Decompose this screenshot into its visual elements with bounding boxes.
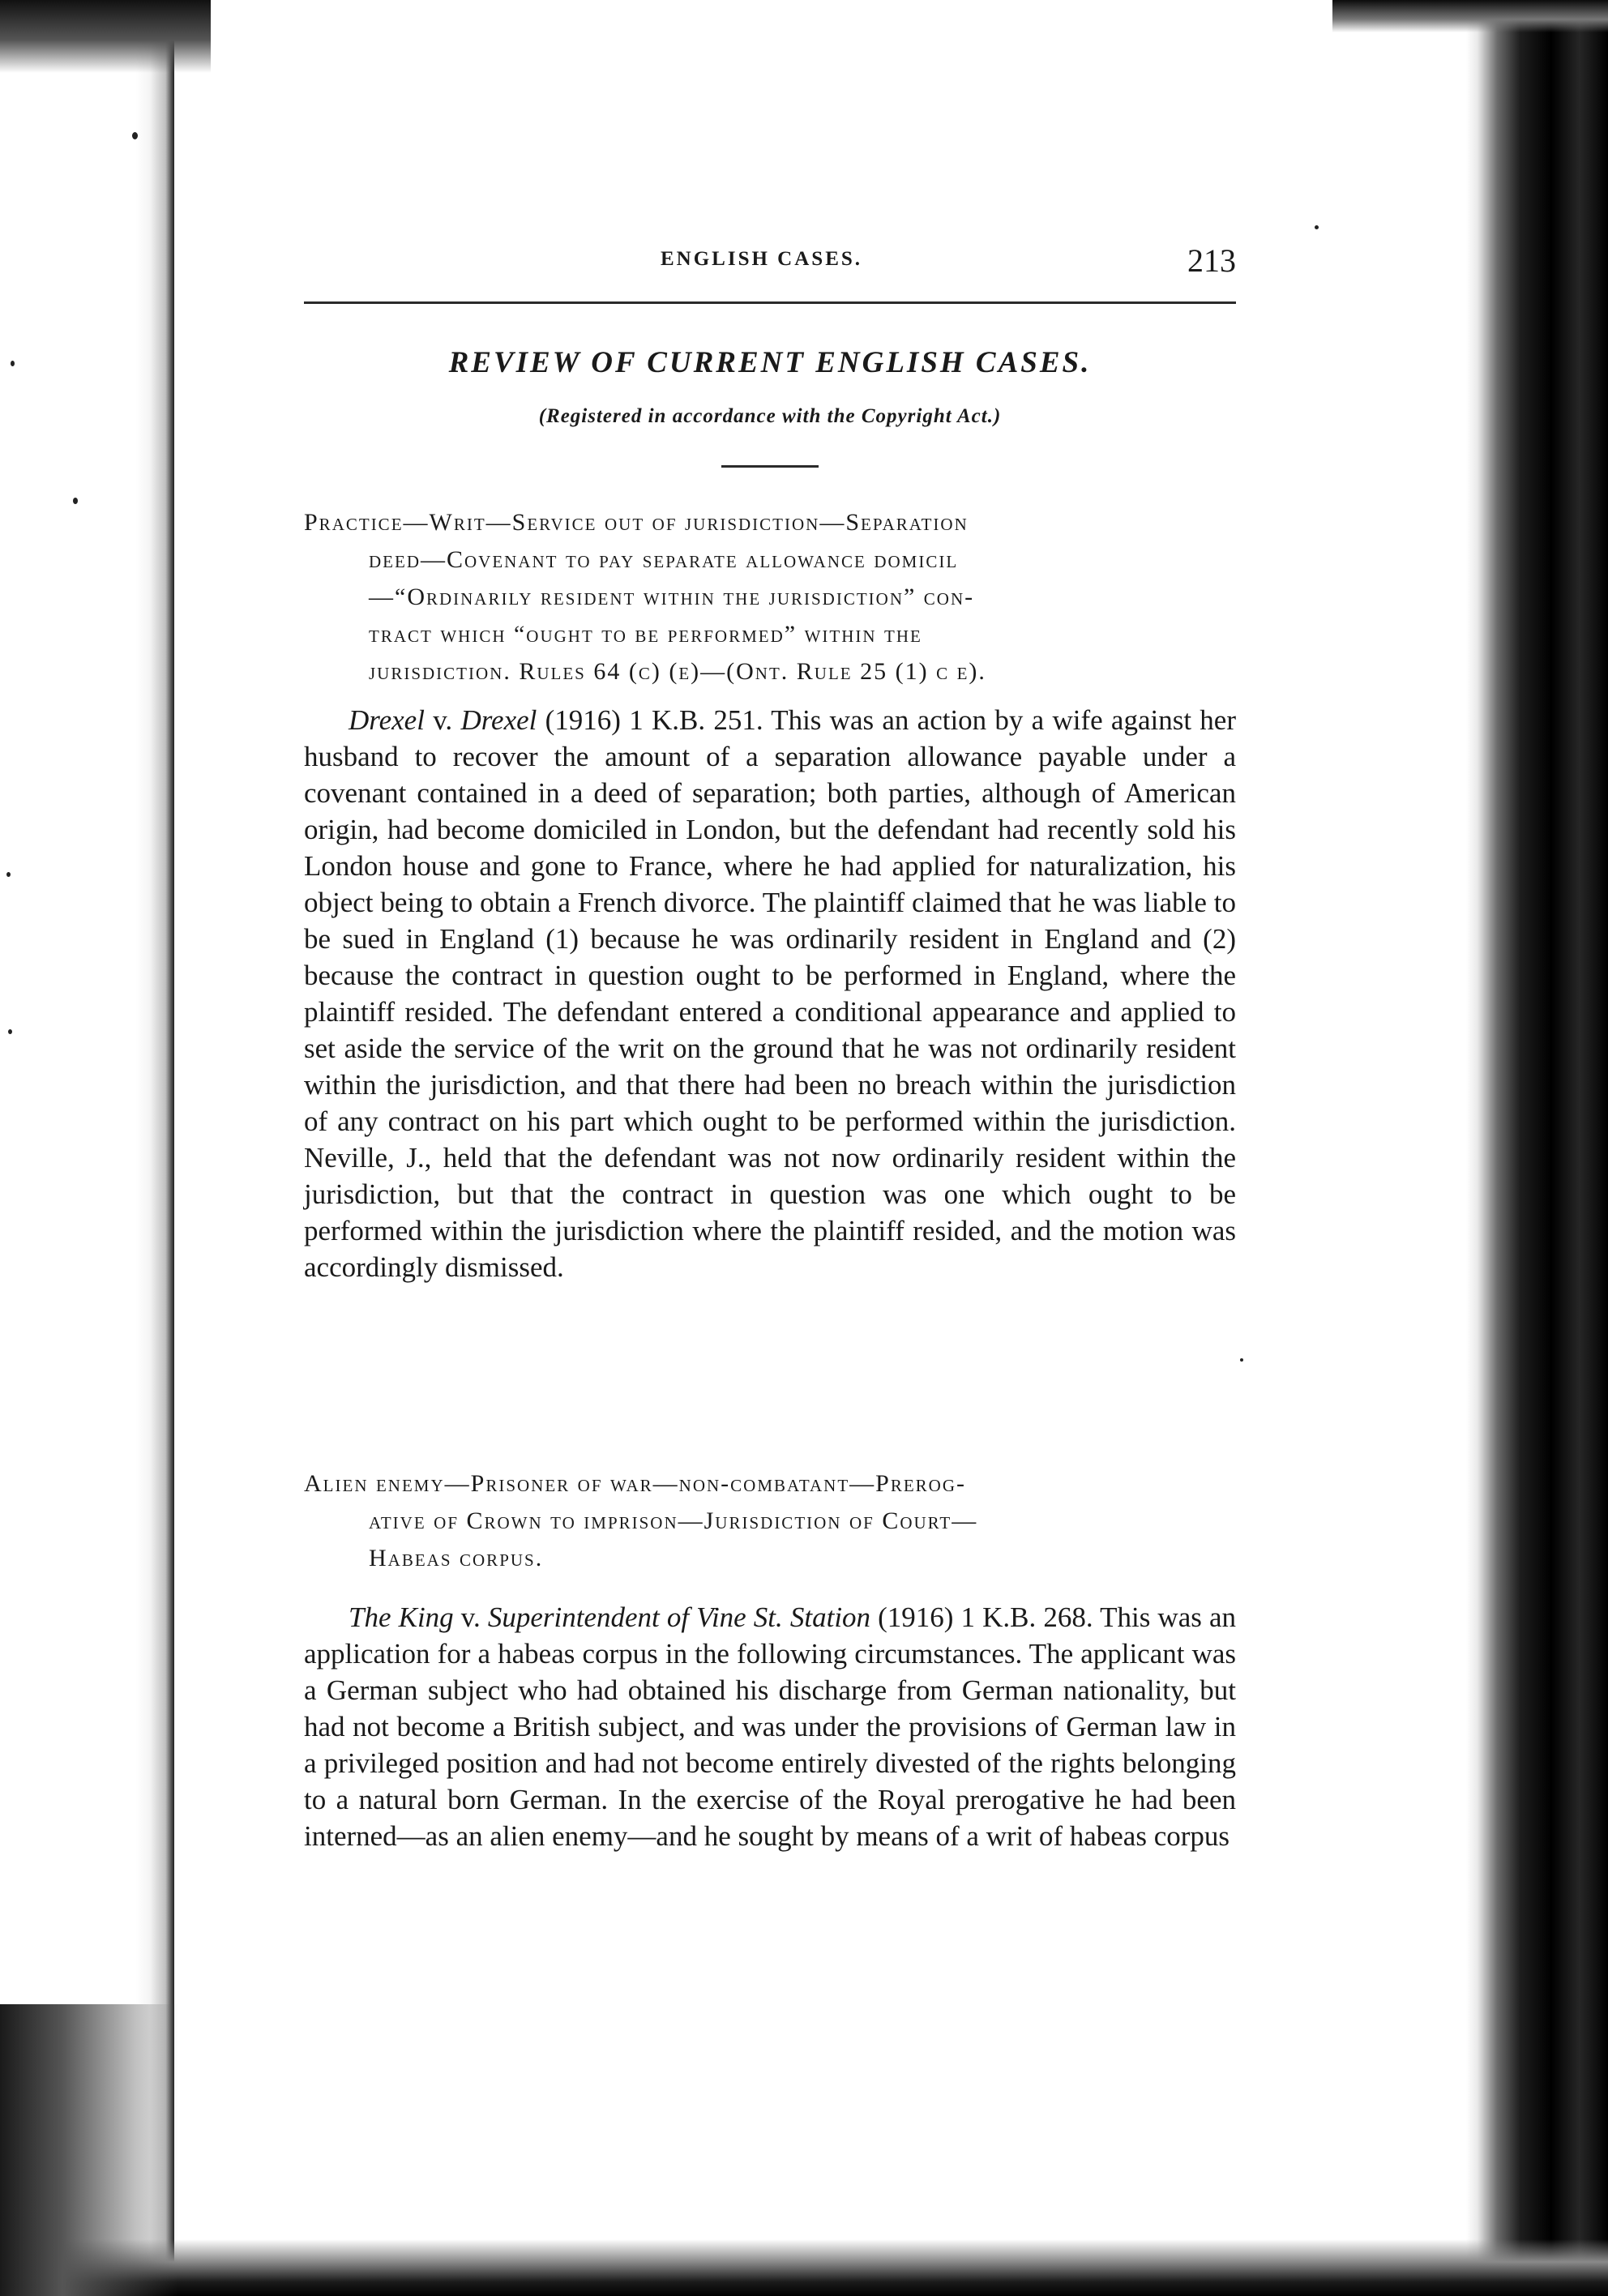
scan-speck [8,1029,12,1034]
case-party-name: The King [349,1601,454,1633]
scan-right-binding-shadow [1466,0,1608,2296]
case-paragraph [304,1599,1236,1854]
case-headnote [304,504,1236,691]
headnote-line: jurisdiction. Rules 64 (c) (e)—(Ont. Rule 25 (1) c e). [369,658,986,685]
case-party-name: Drexel [460,704,537,736]
scan-speck [6,872,11,877]
scan-top-right-shadow [1332,0,1608,32]
case-party-name: Superintendent of Vine St. Station [487,1601,871,1633]
headnote-line: —“Ordinarily resident within the jurisdiction” con- [369,584,975,610]
case-paragraph [304,702,1236,1285]
case-citation: (1916) 1 K.B. 268. [870,1601,1101,1633]
page-number: 213 [1187,242,1236,279]
case-summary [304,1599,1236,1854]
case-party-name: Drexel [349,704,425,736]
case-headnote [304,1465,1236,1577]
headnote-line: deed—Covenant to pay separate allowance domicil [369,546,959,573]
page-title: REVIEW OF CURRENT ENGLISH CASES. [448,346,1092,379]
scan-left-edge-shadow [0,0,174,2296]
headnote-line: Alien enemy—Prisoner of war—non-combatant—Prerog- [304,1470,967,1497]
copyright-notice: (Registered in accordance with the Copyright Act.) [538,405,1002,427]
case-versus: v. [424,704,461,736]
scan-speck [11,361,15,366]
case-citation: (1916) 1 K.B. 251. [537,704,772,736]
book-page [304,0,1236,2296]
case-body-text: This was an action by a wife against her husband to recover the amount of a separation allowance payable under a covenant contained in a deed of separation; both parties, although of American origin, had become domiciled in London, but the defendant had recently sold his London house and gone to France, where he had applied for naturalization, his object being to obtain a French divorce. The plaintiff claimed that he was liable to be sued in England (1) because he was ordinarily resident in England and (2) because the contract in question ought to be performed in England, where the plaintiff resided. The defendant entered a conditional appearance and applied to set aside the service of the writ on the ground that he was not ordinarily resident within the jurisdiction, and that there had been no breach within the jurisdiction of any contract on his part which ought to be performed within the jurisdiction. Neville, J., held that the defendant was not now ordinarily resident within the jurisdiction, but that the contract in question was one which ought to be performed within the jurisdiction where the plaintiff resided, and the motion was accordingly dismissed. [304,704,1236,1283]
headnote-line: Practice—Writ—Service out of jurisdiction—Separation [304,509,969,536]
scan-speck [132,132,138,139]
case-body-text: This was an application for a habeas corpus in the following circumstances. The applicant was a German subject who had obtained his discharge from German nationality, but had not become a British subject, and was under the provisions of German law in a privileged position and had not become entirely divested of the rights belonging to a natural born German. In the exercise of the Royal prerogative he had been interned—as an alien enemy—and he sought by means of a writ of habeas corpus [304,1601,1236,1852]
scan-speck [73,498,78,504]
section-divider [721,465,819,468]
running-title: ENGLISH CASES. [661,248,863,270]
running-head [304,242,1236,277]
header-rule [304,301,1236,304]
headnote-line: ative of Crown to imprison—Jurisdiction of Court— [369,1507,978,1534]
scan-speck [1315,225,1319,229]
case-versus: v. [453,1601,488,1633]
headnote-line: Habeas corpus. [369,1545,544,1571]
headnote-line: tract which “ought to be performed” within the [369,621,922,648]
scan-speck [1240,1358,1243,1362]
case-summary [304,702,1236,1285]
scan-top-left-shadow [0,0,211,73]
scan-bottom-left-shadow [0,2004,178,2296]
